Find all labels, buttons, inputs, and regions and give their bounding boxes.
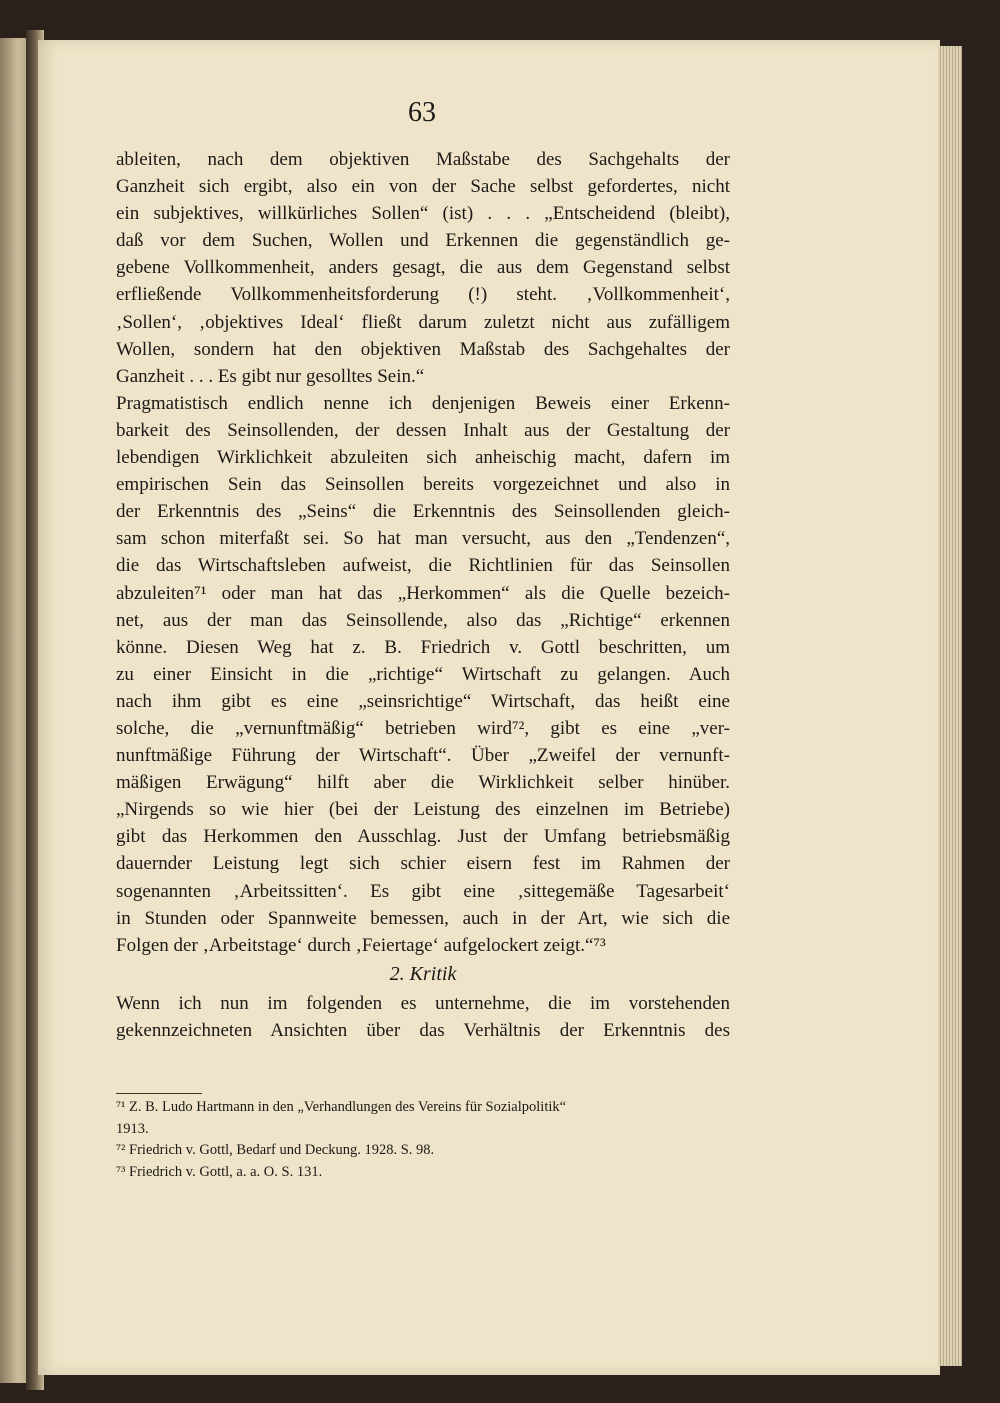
body-line: die das Wirtschaftsleben aufweist, die Richtlinien für das Seinsollen [116,555,730,577]
page-number: 63 [408,97,436,128]
body-line: dauernder Leistung legt sich schier eisern fest im Rahmen der [116,853,730,875]
footnote-line: ⁷³ Friedrich v. Gottl, a. a. O. S. 131. [116,1163,323,1180]
footnote-line: ⁷¹ Z. B. Ludo Hartmann in den „Verhandlungen des Vereins für Sozialpolitik“ [116,1099,567,1115]
body-line: nach ihm gibt es eine „seinsrichtige“ Wirtschaft, das heißt eine [116,690,730,712]
body-line: Ganzheit . . . Es gibt nur gesolltes Sein.“ [116,365,425,387]
body-line: Ganzheit sich ergibt, also ein von der Sache selbst gefordertes, nicht [116,176,730,198]
section-heading: 2. Kritik [389,962,457,985]
body-line: Folgen der ‚Arbeitstage‘ durch ‚Feiertage‘ aufgelockert zeigt.“⁷³ [116,934,606,956]
body-line: ableiten, nach dem objektiven Maßstabe des Sachgehalts der [116,149,730,170]
body-line: ‚Sollen‘, ‚objektives Ideal‘ fließt darum zuletzt nicht aus zufälligem [116,311,730,333]
body-line: in Stunden oder Spannweite bemessen, auch in der Art, wie sich die [116,907,730,929]
footnotes [116,1097,730,1183]
footnote-line: 1913. [116,1120,149,1137]
body-line: mäßigen Erwägung“ hilft aber die Wirklichkeit selber hinüber. [116,772,730,794]
body-line: zu einer Einsicht in die „richtige“ Wirtschaft zu gelangen. Auch [116,663,730,685]
body-text [116,146,730,1044]
body-line: erfließende Vollkommenheitsforderung (!) steht. ‚Vollkommenheit‘, [116,284,730,306]
body-line: Wenn ich nun im folgenden es unternehme, die im vorstehenden [116,992,730,1014]
body-line: ein subjektives, willkürliches Sollen“ (ist) . . . „Entscheidend (bleibt), [116,203,730,225]
body-line: nunftmäßige Führung der Wirtschaft“. Über „Zweifel der vernunft- [116,745,730,767]
footnote-divider [116,1093,202,1094]
body-line: barkeit des Seinsollenden, der dessen Inhalt aus der Gestaltung der [116,419,730,441]
body-line: gebene Vollkommenheit, anders gesagt, die aus dem Gegenstand selbst [116,257,730,279]
footnote-line: ⁷² Friedrich v. Gottl, Bedarf und Deckung. 1928. S. 98. [116,1142,435,1158]
body-line: daß vor dem Suchen, Wollen und Erkennen die gegenständlich ge- [116,230,730,252]
body-line: gekennzeichneten Ansichten über das Verhältnis der Erkenntnis des [116,1019,730,1041]
page-stack-edge [938,46,962,1366]
body-line: Pragmatistisch endlich nenne ich denjenigen Beweis einer Erkenn- [116,392,730,414]
body-line: empirischen Sein das Seinsollen bereits vorgezeichnet und also in [116,474,730,496]
body-line: solche, die „vernunftmäßig“ betrieben wird⁷², gibt es eine „ver- [116,717,730,739]
body-line: sogenannten ‚Arbeitssitten‘. Es gibt eine ‚sittegemäße Tagesarbeit‘ [116,880,730,902]
body-line: net, aus der man das Seinsollende, also das „Richtige“ erkennen [116,609,730,631]
body-line: sam schon miterfaßt sei. So hat man versucht, aus den „Tendenzen“, [116,528,730,550]
body-line: gibt das Herkommen den Ausschlag. Just der Umfang betriebsmäßig [116,826,730,848]
body-line: der Erkenntnis des „Seins“ die Erkenntnis des Seinsollenden gleich- [116,501,730,523]
body-line: „Nirgends so wie hier (bei der Leistung des einzelnen im Betriebe) [116,799,730,821]
body-line: Wollen, sondern hat den objektiven Maßstab des Sachgehaltes der [116,338,730,360]
body-line: könne. Diesen Weg hat z. B. Friedrich v. Gottl beschritten, um [116,636,730,658]
body-line: lebendigen Wirklichkeit abzuleiten sich anheischig macht, dafern im [116,447,730,469]
body-line: abzuleiten⁷¹ oder man hat das „Herkommen“ als die Quelle bezeich- [116,582,730,604]
